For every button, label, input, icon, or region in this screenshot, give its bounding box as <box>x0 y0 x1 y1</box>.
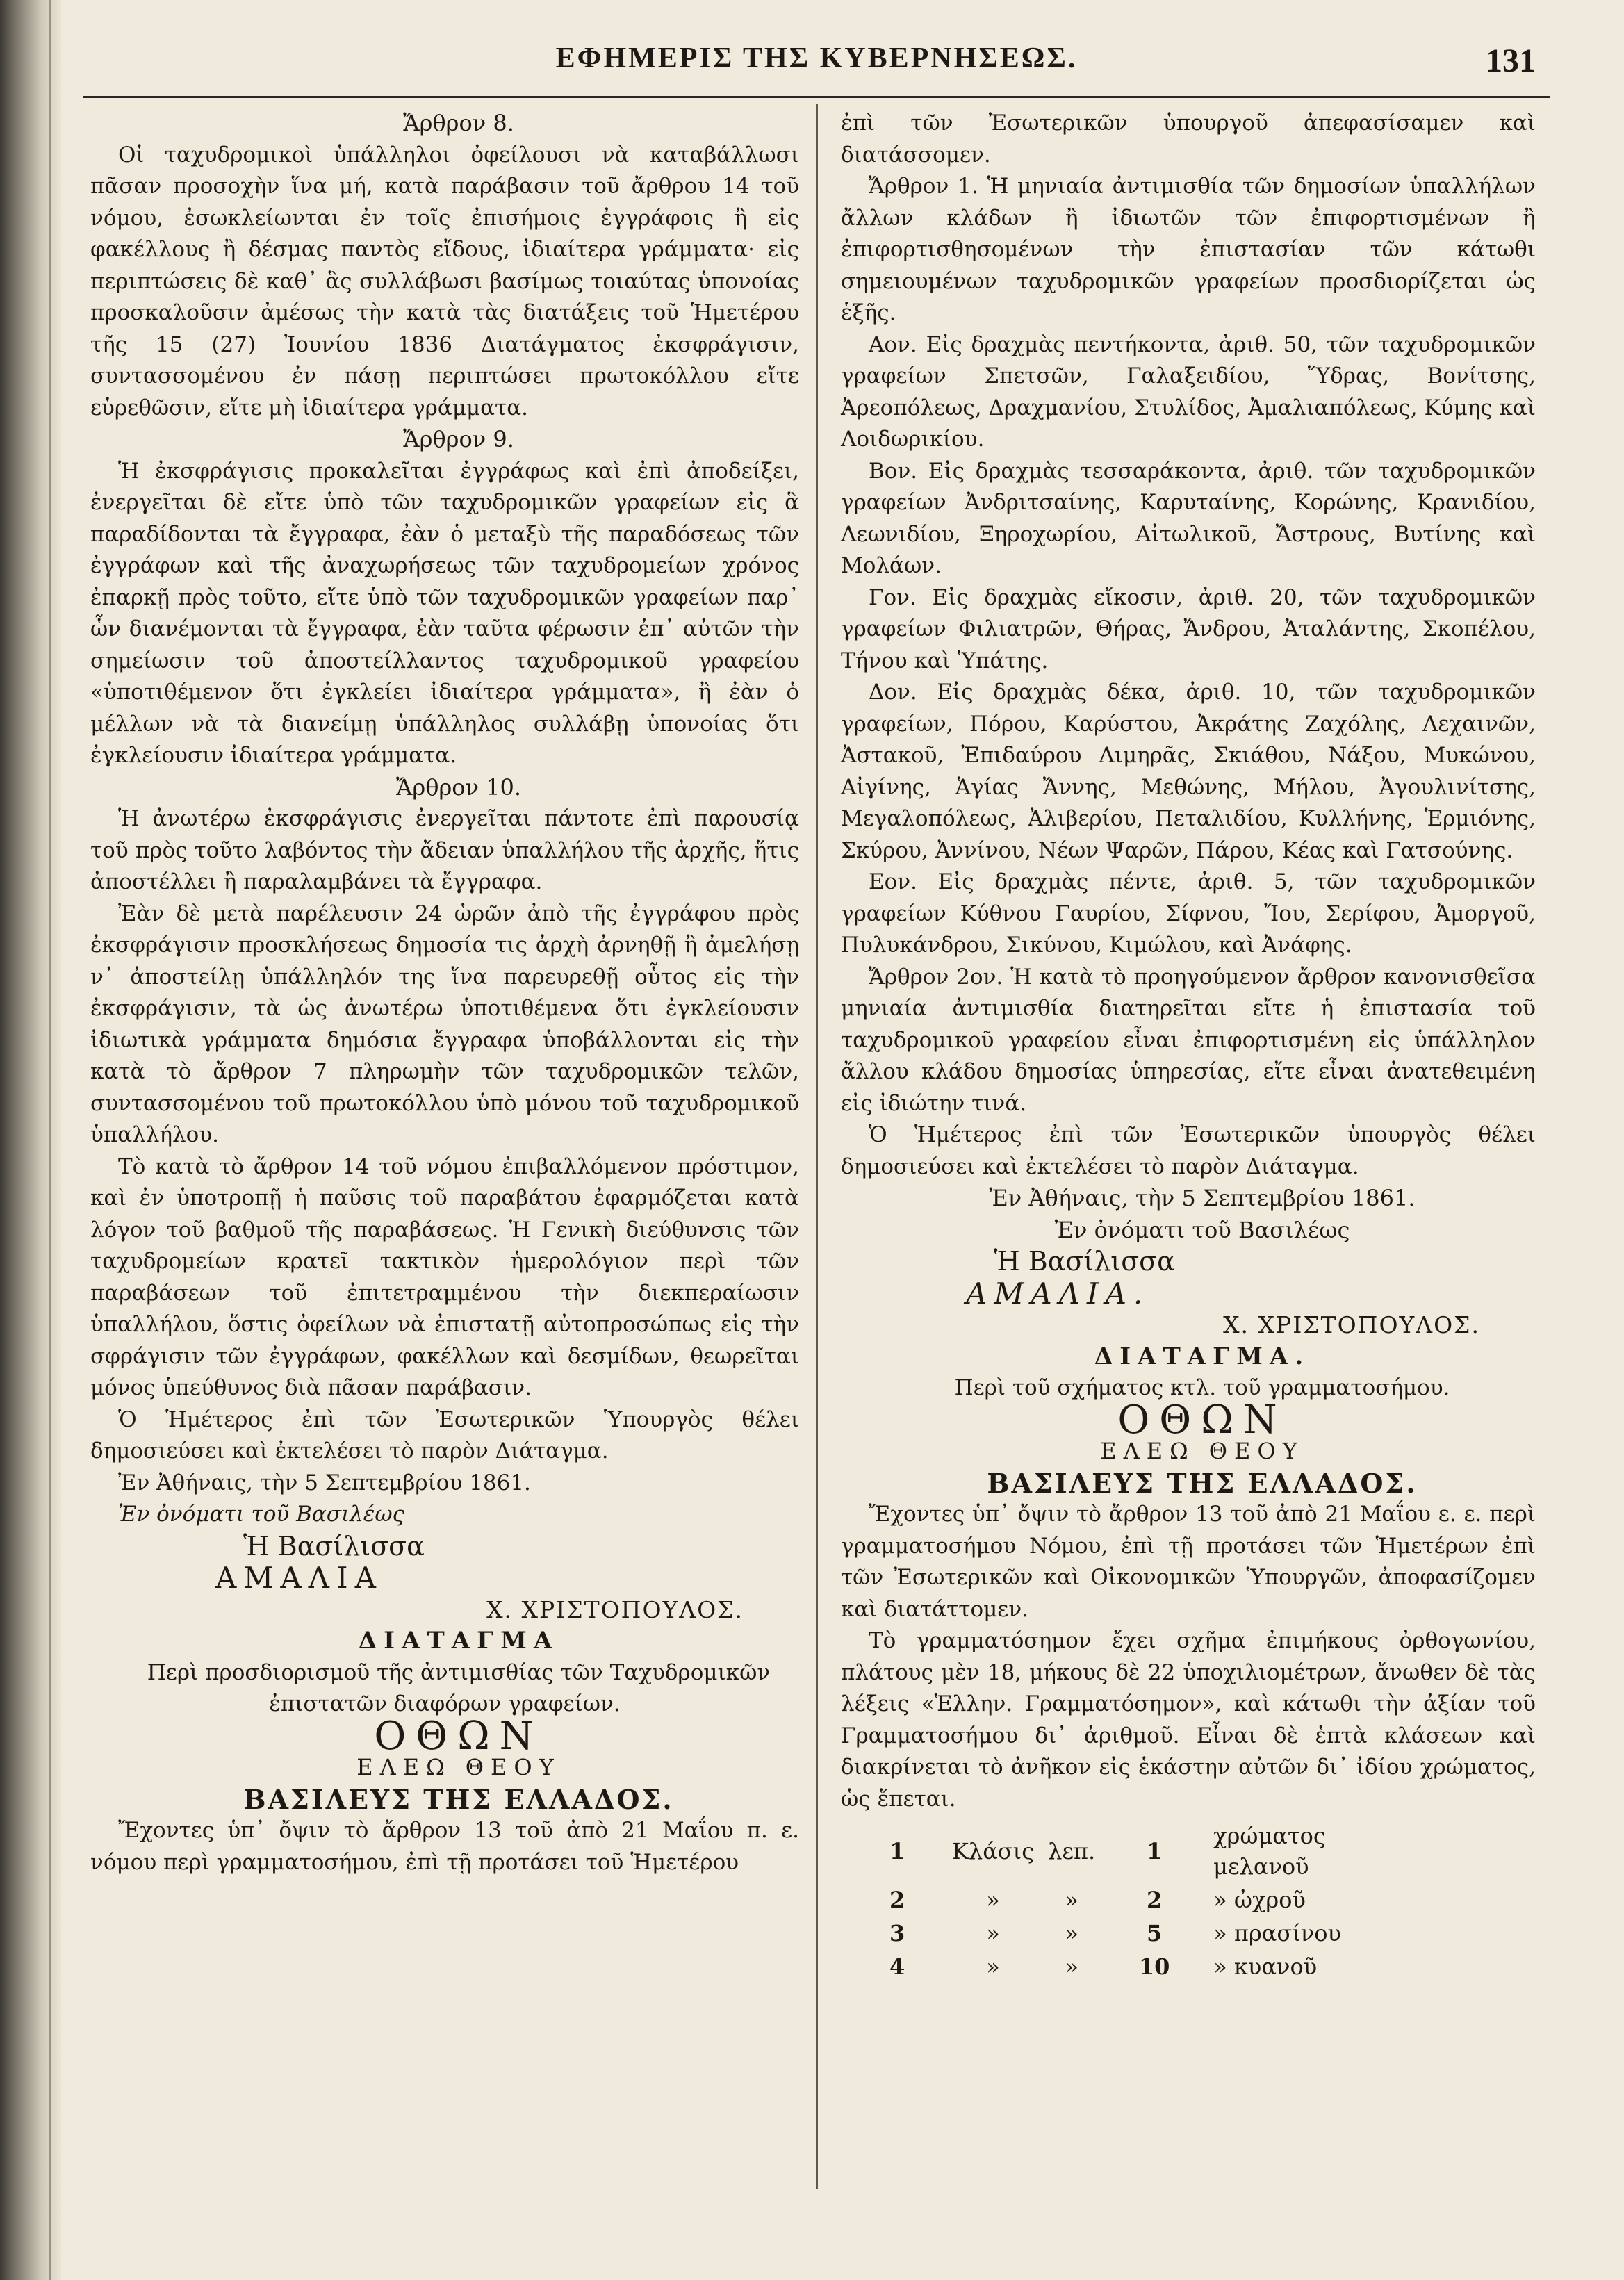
class-number: 4 <box>889 1953 905 1980</box>
header-rule <box>83 96 1550 98</box>
closing-clause: Ὁ Ἡμέτερος ἐπὶ τῶν Ἐσωτερικῶν Ὑπουργὸς θέλει δημοσιεύσει καὶ ἐκτελέσει τὸ παρὸν Διάταγμα. <box>90 1406 799 1463</box>
in-name-of-king: Ἐν ὀνόματι τοῦ Βασιλέως <box>118 1502 405 1527</box>
date-line: Ἐν Ἀθήναις, τὴν 5 Σεπτεμβρίου 1861. <box>989 1185 1416 1211</box>
decree-preamble: Ἔχοντες ὑπ᾽ ὄψιν τὸ ἄρθρον 13 τοῦ ἀπὸ 21 Μαΐου ε. ε. περὶ γραμματοσήμου Νόμου, ἐπὶ τῇ προτάσει τῶν Ἡμετέρων ἐπὶ τῶν Ἐσωτερικῶν καὶ Οἰκονομικῶν Ὑπουργῶν, ἀποφασίζομεν καὶ διατάττομεν. <box>841 1502 1536 1622</box>
class-label: » <box>986 1920 1000 1946</box>
unit-label: λεπ. <box>1048 1838 1096 1864</box>
article-8-text: Οἱ ταχυδρομικοὶ ὑπάλληλοι ὀφείλουσι νὰ καταβάλλωσι πᾶσαν προσοχὴν ἵνα μή, κατὰ παράβασιν τοῦ ἄρθρου 14 τοῦ νόμου, ἐσωκλείωνται ἐν τοῖς ἐπισήμοις ἐγγράφοις ἢ εἰς φακέλλους ἢ δέσμας παντὸς εἴδους, ἰδιαίτερα γράμματα· εἰς περιπτώσεις δὲ καθ᾽ ἃς συλλάβωσι βασίμως τοιαύτας ὑπονοίας προσκαλοῦσιν ἀμέσως τὴν κατὰ τὰς διατάξεις τοῦ Ἡμετέρου τῆς 15 (27) Ἰουνίου 1836 Διατάγματος ἐκσφράγισιν, συντασσομένου ἐν πάσῃ περιπτώσει πρωτοκόλλου εἴτε εὑρεθῶσιν, εἴτε μὴ ἰδιαίτερα γράμματα. <box>90 142 799 420</box>
table-row <box>883 1950 1411 1983</box>
article-10-paragraph-1: Ἡ ἀνωτέρω ἐκσφράγισις ἐνεργεῖται πάντοτε ἐπὶ παρουσίᾳ τοῦ πρὸς τοῦτο λαβόντος τὴν ἄδειαν ὑπαλλήλου τῆς ἀρχῆς, ἥτις ἀποστέλλει ἢ παραλαμβάνει τὰ ἔγγραφα. <box>90 806 799 894</box>
decree-title: ΔΙΑΤΑΓΜΑ. <box>1094 1342 1311 1370</box>
table-row <box>883 1917 1411 1950</box>
article-1-text: Ἄρθρον 1. Ἡ μηνιαία ἀντιμισθία τῶν δημοσίων ὑπαλλήλων ἄλλων κλάδων ἢ ἰδιωτῶν τῶν ἐπιφορτισμένων ἢ ἐπιφορτισθησομένων τὴν ἐπιστασίαν τῶν κάτωθι σημειουμένων ταχυδρομικῶν γραφείων προσδιορίζεται ὡς ἑξῆς. <box>841 174 1536 325</box>
class-number: 1 <box>889 1838 905 1864</box>
king-name: ΟΘΩΝ <box>1117 1397 1287 1443</box>
article-9-heading: Ἄρθρον 9. <box>403 426 514 452</box>
king-title: ΒΑΣΙΛΕΥΣ ΤΗΣ ΕΛΛΑΔΟΣ. <box>987 1467 1418 1499</box>
unit-label: » <box>1065 1920 1078 1946</box>
in-name-of-king: Ἐν ὀνόματι τοῦ Βασιλέως <box>1054 1216 1350 1243</box>
stamp-color: » ὠχροῦ <box>1213 1887 1306 1913</box>
article-10-paragraph-2: Ἐὰν δὲ μετὰ παρέλευσιν 24 ὡρῶν ἀπὸ τῆς ἐγγράφου πρὸς ἐκσφράγισιν προσκλήσεως δημοσία τις ἀρχὴ ἀρνηθῇ ἢ ἀμελήσῃ ν᾽ ἀποστείλῃ ὑπάλληλόν της ἵνα παρευρεθῇ οὗτος εἰς τὴν ἐκσφράγισιν, τὰ ὡς ἀνωτέρω ὑποτιθέμενα ὅτι ἐγκλείουσιν ἰδιωτικὰ γράμματα δημόσια ἔγγραφα ὑποβάλλονται εἰς τὴν κατὰ τὸ ἄρθρον 7 πληρωμὴν τῶν ταχυδρομικῶν τελῶν, συντασσομένου τοῦ πρωτοκόλλου ὑπὸ μόνου τοῦ ταχυδρομικοῦ ὑπαλλήλου. <box>90 901 799 1147</box>
king-title: ΒΑΣΙΛΕΥΣ ΤΗΣ ΕΛΛΑΔΟΣ. <box>243 1783 674 1815</box>
stamp-value: 10 <box>1138 1953 1170 1980</box>
class-number: 2 <box>889 1887 905 1913</box>
queen-signature: ΑΜΑΛΙΑ <box>215 1561 383 1595</box>
class-label: » <box>986 1953 1000 1980</box>
decree-title: ΔΙΑΤΑΓΜΑ <box>358 1627 559 1655</box>
queen-title: Ἡ Βασίλισσα <box>243 1530 425 1561</box>
class-label: » <box>986 1887 1000 1913</box>
stamp-color: χρώματος μελανοῦ <box>1213 1823 1326 1880</box>
decree-subject: Περὶ τοῦ σχήματος κτλ. τοῦ γραμματοσήμου. <box>954 1375 1450 1400</box>
table-row <box>883 1883 1411 1917</box>
date-line: Ἐν Ἀθήναις, τὴν 5 Σεπτεμβρίου 1861. <box>118 1470 531 1495</box>
right-column <box>841 108 1536 1983</box>
closing-clause: Ὁ Ἡμέτερος ἐπὶ τῶν Ἐσωτερικῶν ὑπουργὸς θέλει δημοσιεύσει καὶ ἐκτελέσει τὸ παρὸν Διάταγμα. <box>841 1122 1536 1179</box>
unit-label: » <box>1065 1953 1078 1980</box>
stamp-color: » κυανοῦ <box>1213 1953 1318 1980</box>
stamp-value: 1 <box>1147 1838 1163 1864</box>
stamp-value: 5 <box>1147 1920 1163 1946</box>
by-grace-of-god: ΕΛΕΩ ΘΕΟΥ <box>356 1754 561 1780</box>
stamp-color: » πρασίνου <box>1213 1920 1341 1946</box>
clause-d: Δον. Εἰς δραχμὰς δέκα, ἀριθ. 10, τῶν ταχυδρομικῶν γραφείων, Πόρου, Καρύστου, Ἀκράτης Ζαχόλης, Λεχαινῶν, Ἀστακοῦ, Ἐπιδαύρου Λιμηρᾶς, Σκιάθου, Νάξου, Μυκώνου, Αἰγίνης, Ἁγίας Ἄννης, Μεθώνης, Μήλου, Ἀγουλινίτσης, Μεγαλοπόλεως, Ἀλιβερίου, Πεταλιδίου, Κυλλήνης, Ἑρμιόνης, Σκύρου, Ἀννίνου, Νέων Ψαρῶν, Πάρου, Κέας καὶ Γατσούνης. <box>841 680 1536 863</box>
stamp-description: Τὸ γραμματόσημον ἔχει σχῆμα ἐπιμήκους ὀρθογωνίου, πλάτους μὲν 18, μήκους δὲ 22 ὑποχιλιομέτρων, ἄνωθεν δὲ τὰς λέξεις «Ἑλλην. Γραμματόσημον», καὶ κάτωθι τὴν ἀξίαν τοῦ Γραμματοσήμου δι᾽ ἀριθμοῦ. Εἶναι δὲ ἑπτὰ κλάσεων καὶ διακρίνεται τὸ ἀνῆκον εἰς ἑκάστην αὐτῶν δι᾽ ἰδίου χρώματος, ὡς ἕπεται. <box>841 1628 1536 1812</box>
decree-subject: Περὶ προσδιορισμοῦ τῆς ἀντιμισθίας τῶν Ταχυδρομικῶν ἐπιστατῶν διαφόρων γραφείων. <box>147 1659 771 1716</box>
class-label: Κλάσις <box>952 1838 1035 1864</box>
stamp-value: 2 <box>1147 1887 1163 1913</box>
article-8-heading: Ἄρθρον 8. <box>403 110 514 136</box>
page-binding-edge <box>0 0 61 2280</box>
unit-label: » <box>1065 1887 1078 1913</box>
page-number: 131 <box>1486 42 1536 79</box>
binding-fold-line <box>49 0 51 2280</box>
stamp-class-table <box>883 1819 1411 1983</box>
table-row <box>883 1819 1411 1883</box>
article-2-text: Ἄρθρον 2ον. Ἡ κατὰ τὸ προηγούμενον ἄρθρον κανονισθεῖσα μηνιαία ἀντιμισθία διατηρεῖται εἴτε ἡ ἐπιστασία τοῦ ταχυδρομικοῦ γραφείου εἶναι ἐπιφορτισμένη εἰς ὑπάλληλον ἄλλου κλάδου δημοσίας ὑπηρεσίας, εἴτε εἶναι ἀνατεθειμένη εἰς ἰδιώτην τινά. <box>841 964 1536 1116</box>
clause-c: Γον. Εἰς δραχμὰς εἴκοσιν, ἀριθ. 20, τῶν ταχυδρομικῶν γραφείων Φιλιατρῶν, Θήρας, Ἄνδρου, Ἀταλάντης, Σκοπέλου, Τήνου καὶ Ὑπάτης. <box>841 584 1536 673</box>
king-name: ΟΘΩΝ <box>374 1713 543 1759</box>
left-column <box>90 108 799 1878</box>
decree-preamble: Ἔχοντες ὑπ᾽ ὄψιν τὸ ἄρθρον 13 τοῦ ἀπὸ 21 Μαΐου π. ε. νόμου περὶ γραμματοσήμου, ἐπὶ τῇ προτάσει τοῦ Ἡμετέρου <box>90 1818 799 1875</box>
continued-text: ἐπὶ τῶν Ἐσωτερικῶν ὑπουργοῦ ἀπεφασίσαμεν καὶ διατάσσομεν. <box>841 110 1536 167</box>
column-divider <box>816 104 818 2189</box>
running-title: ΕΦΗΜΕΡΙΣ ΤΗΣ ΚΥΒΕΡΝΗΣΕΩΣ. <box>555 42 1078 74</box>
minister-signature: Χ. ΧΡΙΣΤΟΠΟΥΛΟΣ. <box>1223 1311 1480 1338</box>
clause-a: Αον. Εἰς δραχμὰς πεντήκοντα, ἀριθ. 50, τῶν ταχυδρομικῶν γραφείων Σπετσῶν, Γαλαξειδίου, Ὕδρας, Βονίτσης, Ἀρεοπόλεως, Δραχμανίου, Στυλίδος, Ἀμαλιαπόλεως, Κύμης καὶ Λοιδωρικίου. <box>841 331 1536 452</box>
clause-e: Εον. Εἰς δραχμὰς πέντε, ἀριθ. 5, τῶν ταχυδρομικῶν γραφείων Κύθνου Γαυρίου, Σίφνου, Ἴου, Σερίφου, Ἀμοργοῦ, Πυλυκάνδρου, Σικύνου, Κιμώλου, καὶ Ἀνάφης. <box>841 869 1536 958</box>
by-grace-of-god: ΕΛΕΩ ΘΕΟΥ <box>1100 1438 1304 1464</box>
page-header <box>83 28 1550 90</box>
article-10-paragraph-3: Τὸ κατὰ τὸ ἄρθρον 14 τοῦ νόμου ἐπιβαλλόμενον πρόστιμον, καὶ ἐν ὑποτροπῇ ἡ παῦσις τοῦ παραβάτου ἐφαρμόζεται κατὰ λόγον τοῦ βαθμοῦ τῆς παραβάσεως. Ἡ Γενικὴ διεύθυνσις τῶν ταχυδρομείων κρατεῖ τακτικὸν ἡμερολόγιον περὶ τῶν παραβάσεων τοῦ ἐπιτετραμμένου τὴν διεκπεραίωσιν ὑπαλλήλου, ὅστις ὀφείλων νὰ ἐπιστατῇ αὐτοπροσώπως εἰς τὴν σφράγισιν τῶν ἐγγράφων, φακέλλων καὶ δεσμίδων, θεωρεῖται μόνος ὑπεύθυνος διὰ πᾶσαν παράβασιν. <box>90 1154 799 1400</box>
article-10-heading: Ἄρθρον 10. <box>395 773 522 801</box>
class-number: 3 <box>889 1920 905 1946</box>
queen-title: Ἡ Βασίλισσα <box>994 1246 1175 1277</box>
article-9-text: Ἡ ἐκσφράγισις προκαλεῖται ἐγγράφως καὶ ἐπὶ ἀποδείξει, ἐνεργεῖται δὲ εἴτε ὑπὸ τῶν ταχυδρομικῶν γραφείων εἰς ἃ παραδίδονται τὰ ἔγγραφα, ἐὰν ὁ μεταξὺ τῆς παραδόσεως τῶν ἐγγράφων καὶ τῆς ἀναχωρήσεως τῶν ταχυδρομείων χρόνος ἐπαρκῇ πρὸς τοῦτο, εἴτε ὑπὸ τῶν ταχυδρομικῶν γραφείων παρ᾽ ὧν διανέμονται τὰ ἔγγραφα, ἐὰν ταῦτα φέρωσιν ἐπ᾽ αὐτῶν τὴν σημείωσιν τοῦ ἀποστείλλαντος ταχυδρομικοῦ γραφείου «ὑποτιθέμενον ὅτι ἐγκλείει ἰδιαίτερα γράμματα», ἢ ἐὰν ὁ μέλλων νὰ τὰ διανείμῃ ὑπάλληλος συλλάβῃ ὑπονοίας ὅτι ἐγκλείουσιν ἰδιαίτερα γράμματα. <box>90 458 799 768</box>
queen-signature: ΑΜΑΛΙΑ. <box>966 1276 1150 1311</box>
clause-b: Βον. Εἰς δραχμὰς τεσσαράκοντα, ἀριθ. τῶν ταχυδρομικῶν γραφείων Ἀνδριτσαίνης, Καρυταίνης, Κορώνης, Κρανιδίου, Λεωνιδίου, Ξηροχωρίου, Αἰτωλικοῦ, Ἄστρους, Βυτίνης καὶ Μολάων. <box>841 458 1536 578</box>
minister-signature: Χ. ΧΡΙΣΤΟΠΟΥΛΟΣ. <box>486 1596 744 1623</box>
